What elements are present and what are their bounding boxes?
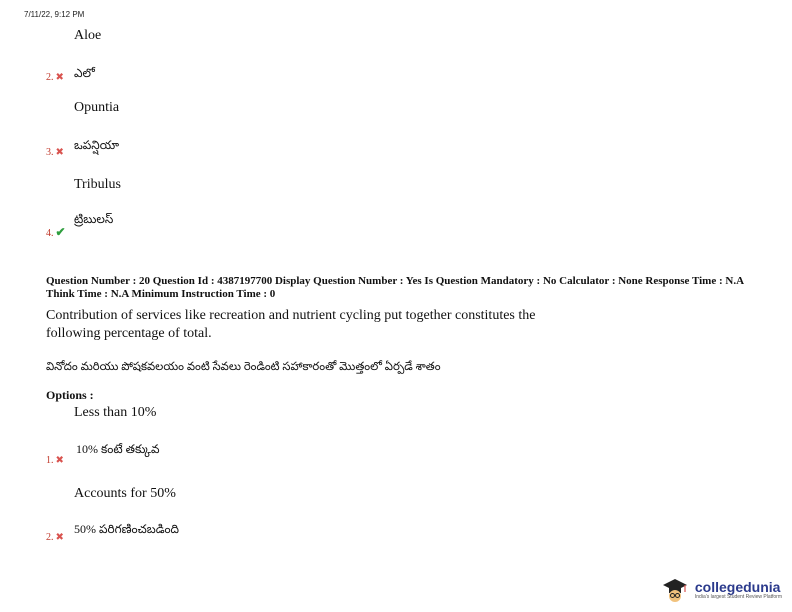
logo-wordmark: collegedunia bbox=[694, 579, 781, 595]
option-2-en: Accounts for 50% bbox=[74, 486, 176, 501]
option-1-te: 10% కంటే తక్కువ bbox=[76, 442, 160, 456]
option-2-number: 2. ✖ bbox=[46, 532, 64, 543]
prev-option-3-en: Opuntia bbox=[74, 100, 120, 115]
question-meta: Question Number : 20 Question Id : 4387197700 Display Question Number : Yes Is Question Mandatory : No Calculator : None Response Time : N.A Think Time : N.A Minimum Instruction Time : 0 bbox=[46, 275, 744, 300]
wrong-icon: ✖ bbox=[55, 455, 64, 466]
question-text-te: వినోదం మరియు పోషకవలయం వంటి సేవలు రెండింటి సహాకారంతో మొత్తంలో ఏర్పడే శాతం bbox=[46, 361, 441, 373]
prev-option-3-te: ఒపన్షియా bbox=[74, 138, 120, 152]
prev-option-4-te: ట్రిబులస్ bbox=[74, 212, 114, 226]
question-text-en: Contribution of services like recreation and nutrient cycling put together constitutes the following percentage of total. bbox=[46, 308, 536, 341]
collegedunia-logo bbox=[661, 576, 782, 604]
prev-option-4-en: Tribulus bbox=[74, 177, 121, 192]
prev-option-2-en: Aloe bbox=[74, 28, 102, 43]
prev-option-3-number: 3. ✖ bbox=[46, 147, 64, 158]
option-1-en: Less than 10% bbox=[74, 405, 157, 420]
prev-option-2-te: ఎలో bbox=[74, 66, 95, 80]
prev-option-2-number: 2. ✖ bbox=[46, 72, 64, 83]
check-icon: ✔ bbox=[55, 225, 66, 239]
logo-tagline: India's largest Student Review Platform bbox=[694, 594, 782, 600]
option-1-number: 1. ✖ bbox=[46, 455, 64, 466]
prev-option-4-number: 4. ✔ bbox=[46, 225, 66, 239]
options-label: Options : bbox=[46, 388, 94, 402]
wrong-icon: ✖ bbox=[55, 532, 64, 543]
timestamp: 7/11/22, 9:12 PM bbox=[24, 10, 85, 19]
wrong-icon: ✖ bbox=[55, 72, 64, 83]
option-2-te: 50% పరిగణించబడింది bbox=[74, 522, 180, 536]
graduation-cap-icon bbox=[661, 576, 689, 604]
wrong-icon: ✖ bbox=[55, 147, 64, 158]
